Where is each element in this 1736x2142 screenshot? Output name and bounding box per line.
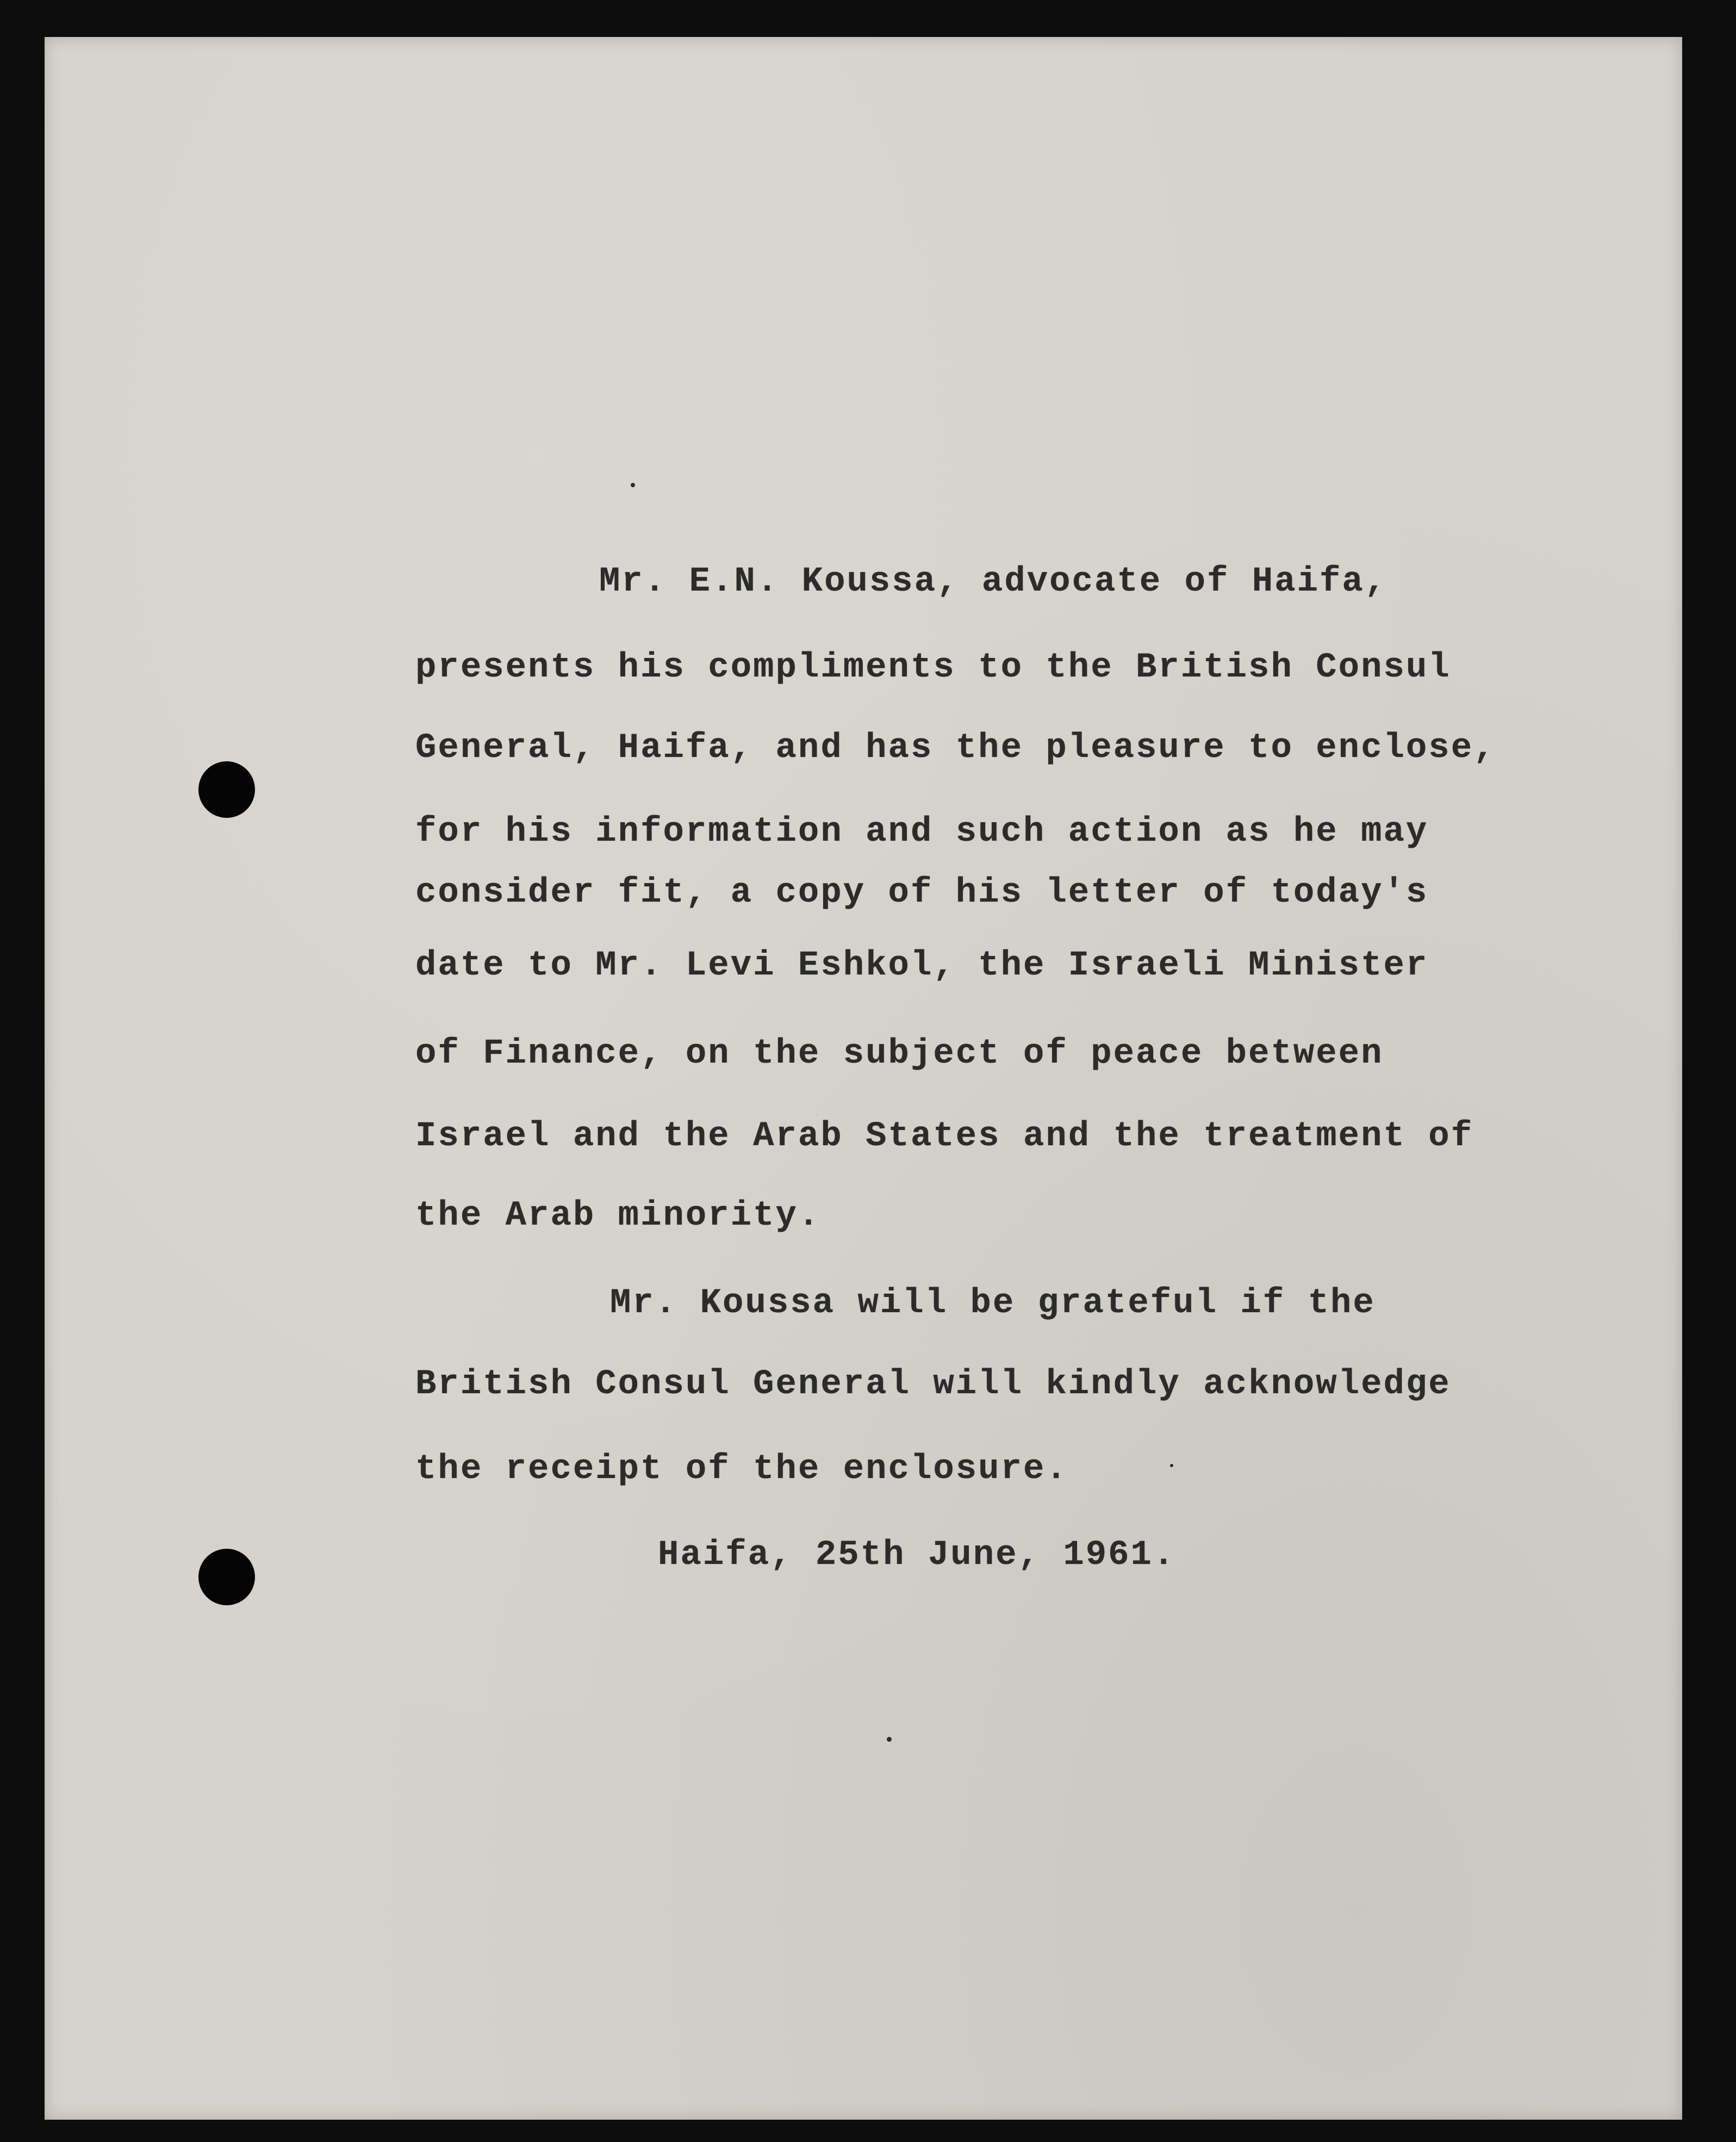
- body-line: British Consul General will kindly acknowledge: [415, 1365, 1451, 1404]
- punch-hole-top: [198, 761, 255, 818]
- body-line: date to Mr. Levi Eshkol, the Israeli Minister: [415, 946, 1429, 985]
- body-line: consider fit, a copy of his letter of today's: [415, 873, 1429, 912]
- body-line: presents his compliments to the British Consul: [415, 648, 1451, 687]
- ink-speck: [631, 483, 635, 487]
- body-line: of Finance, on the subject of peace between: [415, 1034, 1384, 1073]
- body-line: Mr. Koussa will be grateful if the: [610, 1284, 1376, 1323]
- body-line: the receipt of the enclosure.: [415, 1450, 1068, 1489]
- dateline: Haifa, 25th June, 1961.: [658, 1536, 1176, 1575]
- body-line: Israel and the Arab States and the treatment of: [415, 1117, 1474, 1156]
- body-line: General, Haifa, and has the pleasure to enclose,: [415, 729, 1496, 768]
- punch-hole-bottom: [198, 1549, 255, 1605]
- ink-speck: [1170, 1464, 1173, 1467]
- body-line: for his information and such action as he may: [415, 812, 1429, 852]
- paper-sheet: [45, 37, 1682, 2120]
- ink-speck: [887, 1737, 892, 1742]
- body-line: the Arab minority.: [415, 1196, 821, 1235]
- body-line: Mr. E.N. Koussa, advocate of Haifa,: [599, 562, 1387, 601]
